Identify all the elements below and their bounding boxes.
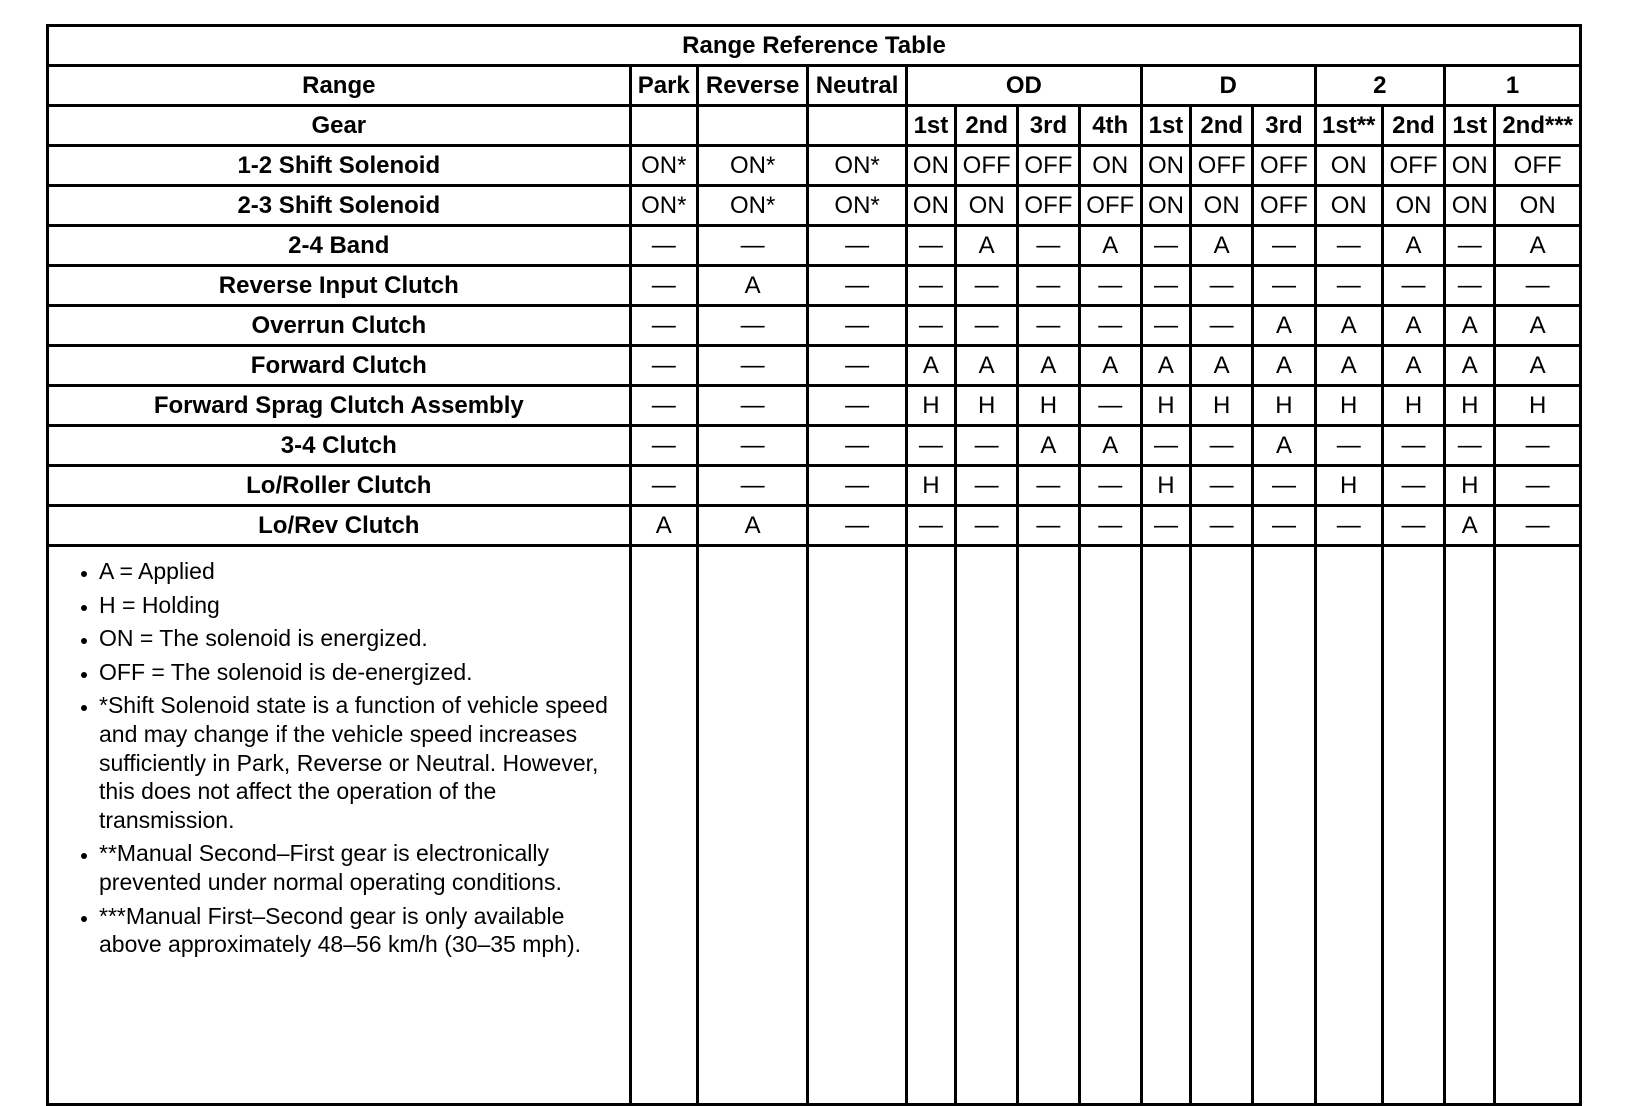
table-cell: ON [1141, 146, 1190, 186]
table-cell: OFF [956, 146, 1018, 186]
table-row [48, 386, 1581, 426]
gear-cell: 1st** [1315, 106, 1382, 146]
range-group-od: OD [906, 66, 1141, 106]
table-cell: — [1495, 426, 1581, 466]
table-cell: A [1445, 506, 1495, 546]
table-cell: ON [1191, 186, 1253, 226]
table-cell: ON [906, 186, 955, 226]
note-item: • A = Applied [99, 557, 609, 586]
gear-cell: 2nd*** [1495, 106, 1581, 146]
table-cell: A [1495, 346, 1581, 386]
table-cell: — [697, 306, 807, 346]
table-cell: — [1191, 466, 1253, 506]
gear-cell: 1st [906, 106, 955, 146]
table-cell: OFF [1495, 146, 1581, 186]
table-cell: ON [956, 186, 1018, 226]
table-cell: — [697, 426, 807, 466]
table-cell: OFF [1253, 146, 1315, 186]
table-cell: — [1079, 466, 1141, 506]
table-cell: H [1315, 466, 1382, 506]
blank-cell [697, 546, 807, 1105]
note-item: • *Shift Solenoid state is a function of vehicle speed and may change if the vehicle speed increases sufficiently in Park, Reverse or Neutral. However, this does not affect the operation of the transmission. [99, 691, 609, 834]
blank-cell [1495, 546, 1581, 1105]
table-cell: — [630, 226, 697, 266]
table-cell: — [1079, 266, 1141, 306]
range-group-d: D [1141, 66, 1315, 106]
table-cell: — [630, 426, 697, 466]
table-cell: — [956, 426, 1018, 466]
blank-cell [1315, 546, 1382, 1105]
note-item: • ON = The solenoid is energized. [99, 624, 609, 653]
table-row [48, 506, 1581, 546]
gear-cell [808, 106, 906, 146]
table-row [48, 306, 1581, 346]
row-label: Forward Sprag Clutch Assembly [48, 386, 631, 426]
table-cell: H [906, 466, 955, 506]
table-cell: — [1141, 226, 1190, 266]
table-cell: A [1315, 346, 1382, 386]
table-cell: — [630, 386, 697, 426]
table-cell: ON [1382, 186, 1444, 226]
table-cell: A [1253, 306, 1315, 346]
table-cell: OFF [1018, 186, 1079, 226]
table-cell: — [808, 266, 906, 306]
table-cell: OFF [1253, 186, 1315, 226]
table-cell: A [1315, 306, 1382, 346]
table-cell: H [1445, 386, 1495, 426]
blank-cell [956, 546, 1018, 1105]
range-group-1: 1 [1445, 66, 1581, 106]
table-cell: A [1191, 346, 1253, 386]
table-row [48, 346, 1581, 386]
table-cell: A [1253, 426, 1315, 466]
table-cell: — [697, 346, 807, 386]
table-cell: OFF [1382, 146, 1444, 186]
table-cell: — [1382, 466, 1444, 506]
table-cell: A [1141, 346, 1190, 386]
table-cell: — [1079, 306, 1141, 346]
blank-cell [1382, 546, 1444, 1105]
table-cell: — [906, 226, 955, 266]
note-item: • ***Manual First–Second gear is only available above approximately 48–56 km/h (30–35 mph). [99, 902, 609, 959]
table-cell: ON [1315, 146, 1382, 186]
blank-cell [1141, 546, 1190, 1105]
table-cell: — [1382, 266, 1444, 306]
row-label: 2-4 Band [48, 226, 631, 266]
gear-cell: 3rd [1253, 106, 1315, 146]
table-cell: — [1191, 426, 1253, 466]
blank-cell [906, 546, 955, 1105]
table-cell: — [630, 306, 697, 346]
table-cell: A [1253, 346, 1315, 386]
table-cell: H [1253, 386, 1315, 426]
table-cell: — [1018, 266, 1079, 306]
range-group-reverse: Reverse [697, 66, 807, 106]
gear-cell: 2nd [1382, 106, 1444, 146]
table-cell: — [956, 266, 1018, 306]
table-row [48, 426, 1581, 466]
table-cell: — [1191, 266, 1253, 306]
table-cell: — [1253, 226, 1315, 266]
table-cell: A [956, 346, 1018, 386]
table-cell: ON* [808, 146, 906, 186]
table-cell: OFF [1079, 186, 1141, 226]
row-label: Lo/Rev Clutch [48, 506, 631, 546]
table-cell: — [1253, 506, 1315, 546]
row-label: 3-4 Clutch [48, 426, 631, 466]
table-cell: OFF [1018, 146, 1079, 186]
table-row [48, 466, 1581, 506]
gear-cell: 1st [1141, 106, 1190, 146]
gear-cell: 3rd [1018, 106, 1079, 146]
gear-cell: 2nd [956, 106, 1018, 146]
table-cell: — [1191, 506, 1253, 546]
row-label: Lo/Roller Clutch [48, 466, 631, 506]
range-group-2: 2 [1315, 66, 1445, 106]
table-cell: — [630, 466, 697, 506]
table-cell: — [1495, 266, 1581, 306]
gear-cell: 4th [1079, 106, 1141, 146]
table-cell: A [1018, 426, 1079, 466]
blank-cell [1191, 546, 1253, 1105]
table-cell: — [808, 386, 906, 426]
gear-cell: 2nd [1191, 106, 1253, 146]
gear-cell [630, 106, 697, 146]
table-cell: — [956, 506, 1018, 546]
table-cell: — [630, 266, 697, 306]
table-cell: — [808, 426, 906, 466]
table-cell: H [1018, 386, 1079, 426]
table-cell: — [1445, 266, 1495, 306]
blank-cell [1253, 546, 1315, 1105]
table-cell: — [1018, 226, 1079, 266]
table-cell: — [697, 466, 807, 506]
table-row [48, 186, 1581, 226]
table-cell: H [956, 386, 1018, 426]
table-cell: — [956, 466, 1018, 506]
blank-cell [808, 546, 906, 1105]
notes-cell [48, 546, 631, 1105]
table-cell: H [1382, 386, 1444, 426]
table-cell: ON* [697, 146, 807, 186]
table-cell: A [697, 266, 807, 306]
range-header-label: Range [48, 66, 631, 106]
table-cell: ON* [630, 146, 697, 186]
table-cell: H [1191, 386, 1253, 426]
row-label: Reverse Input Clutch [48, 266, 631, 306]
table-cell: A [1382, 226, 1444, 266]
table-cell: ON [1445, 186, 1495, 226]
note-item: • **Manual Second–First gear is electronically prevented under normal operating conditions. [99, 839, 609, 896]
note-item: • OFF = The solenoid is de-energized. [99, 658, 609, 687]
table-cell: — [1382, 426, 1444, 466]
gear-cell: 1st [1445, 106, 1495, 146]
table-cell: H [1315, 386, 1382, 426]
table-cell: H [1141, 386, 1190, 426]
table-cell: — [1141, 506, 1190, 546]
table-cell: — [1315, 266, 1382, 306]
table-cell: OFF [1191, 146, 1253, 186]
table-cell: — [630, 346, 697, 386]
range-group-neutral: Neutral [808, 66, 906, 106]
table-cell: A [1495, 226, 1581, 266]
blank-cell [1079, 546, 1141, 1105]
table-cell: — [1079, 386, 1141, 426]
table-row [48, 226, 1581, 266]
table-cell: A [906, 346, 955, 386]
table-cell: — [1018, 506, 1079, 546]
table-cell: — [906, 306, 955, 346]
table-cell: ON [906, 146, 955, 186]
table-cell: — [1315, 426, 1382, 466]
table-cell: — [1018, 466, 1079, 506]
table-cell: — [906, 506, 955, 546]
table-cell: — [697, 226, 807, 266]
range-reference-table [46, 24, 1582, 1106]
table-cell: — [906, 426, 955, 466]
row-label: Forward Clutch [48, 346, 631, 386]
table-cell: — [1315, 226, 1382, 266]
blank-cell [1018, 546, 1079, 1105]
table-cell: ON* [697, 186, 807, 226]
table-cell: A [1382, 306, 1444, 346]
table-cell: — [1141, 306, 1190, 346]
table-cell: — [1018, 306, 1079, 346]
title-row [48, 26, 1581, 66]
table-cell: A [1018, 346, 1079, 386]
row-label: 2-3 Shift Solenoid [48, 186, 631, 226]
table-cell: — [956, 306, 1018, 346]
row-label: 1-2 Shift Solenoid [48, 146, 631, 186]
table-cell: — [1253, 266, 1315, 306]
range-header-row [48, 66, 1581, 106]
table-cell: — [1445, 426, 1495, 466]
table-cell: A [1495, 306, 1581, 346]
table-cell: ON* [630, 186, 697, 226]
table-cell: ON [1141, 186, 1190, 226]
table-cell: A [697, 506, 807, 546]
note-item: • H = Holding [99, 591, 609, 620]
table-cell: — [1445, 226, 1495, 266]
table-cell: — [1315, 506, 1382, 546]
table-cell: H [906, 386, 955, 426]
table-cell: A [956, 226, 1018, 266]
table-cell: — [808, 346, 906, 386]
blank-cell [630, 546, 697, 1105]
table-cell: — [1191, 306, 1253, 346]
table-cell: — [1495, 466, 1581, 506]
table-cell: — [808, 466, 906, 506]
table-row [48, 146, 1581, 186]
table-cell: ON [1495, 186, 1581, 226]
table-cell: — [808, 506, 906, 546]
table-cell: H [1495, 386, 1581, 426]
table-cell: A [1445, 306, 1495, 346]
table-cell: H [1445, 466, 1495, 506]
table-cell: — [1141, 266, 1190, 306]
table-cell: ON [1315, 186, 1382, 226]
notes-list [49, 557, 609, 959]
gear-label: Gear [48, 106, 631, 146]
table-cell: A [1445, 346, 1495, 386]
table-cell: A [1191, 226, 1253, 266]
range-group-park: Park [630, 66, 697, 106]
table-cell: — [808, 226, 906, 266]
notes-row [48, 546, 1581, 1105]
table-cell: — [697, 386, 807, 426]
table-cell: — [1079, 506, 1141, 546]
table-cell: A [630, 506, 697, 546]
blank-cell [1445, 546, 1495, 1105]
table-cell: — [1141, 426, 1190, 466]
table-cell: H [1141, 466, 1190, 506]
table-cell: A [1079, 346, 1141, 386]
table-cell: ON [1445, 146, 1495, 186]
table-cell: ON* [808, 186, 906, 226]
table-title: Range Reference Table [48, 26, 1581, 66]
table-cell: A [1382, 346, 1444, 386]
table-row [48, 266, 1581, 306]
table-cell: — [906, 266, 955, 306]
table-cell: — [808, 306, 906, 346]
table-cell: — [1495, 506, 1581, 546]
table-cell: ON [1079, 146, 1141, 186]
table-cell: — [1382, 506, 1444, 546]
gear-row [48, 106, 1581, 146]
table-cell: A [1079, 426, 1141, 466]
row-label: Overrun Clutch [48, 306, 631, 346]
table-cell: — [1253, 466, 1315, 506]
gear-cell [697, 106, 807, 146]
table-cell: A [1079, 226, 1141, 266]
